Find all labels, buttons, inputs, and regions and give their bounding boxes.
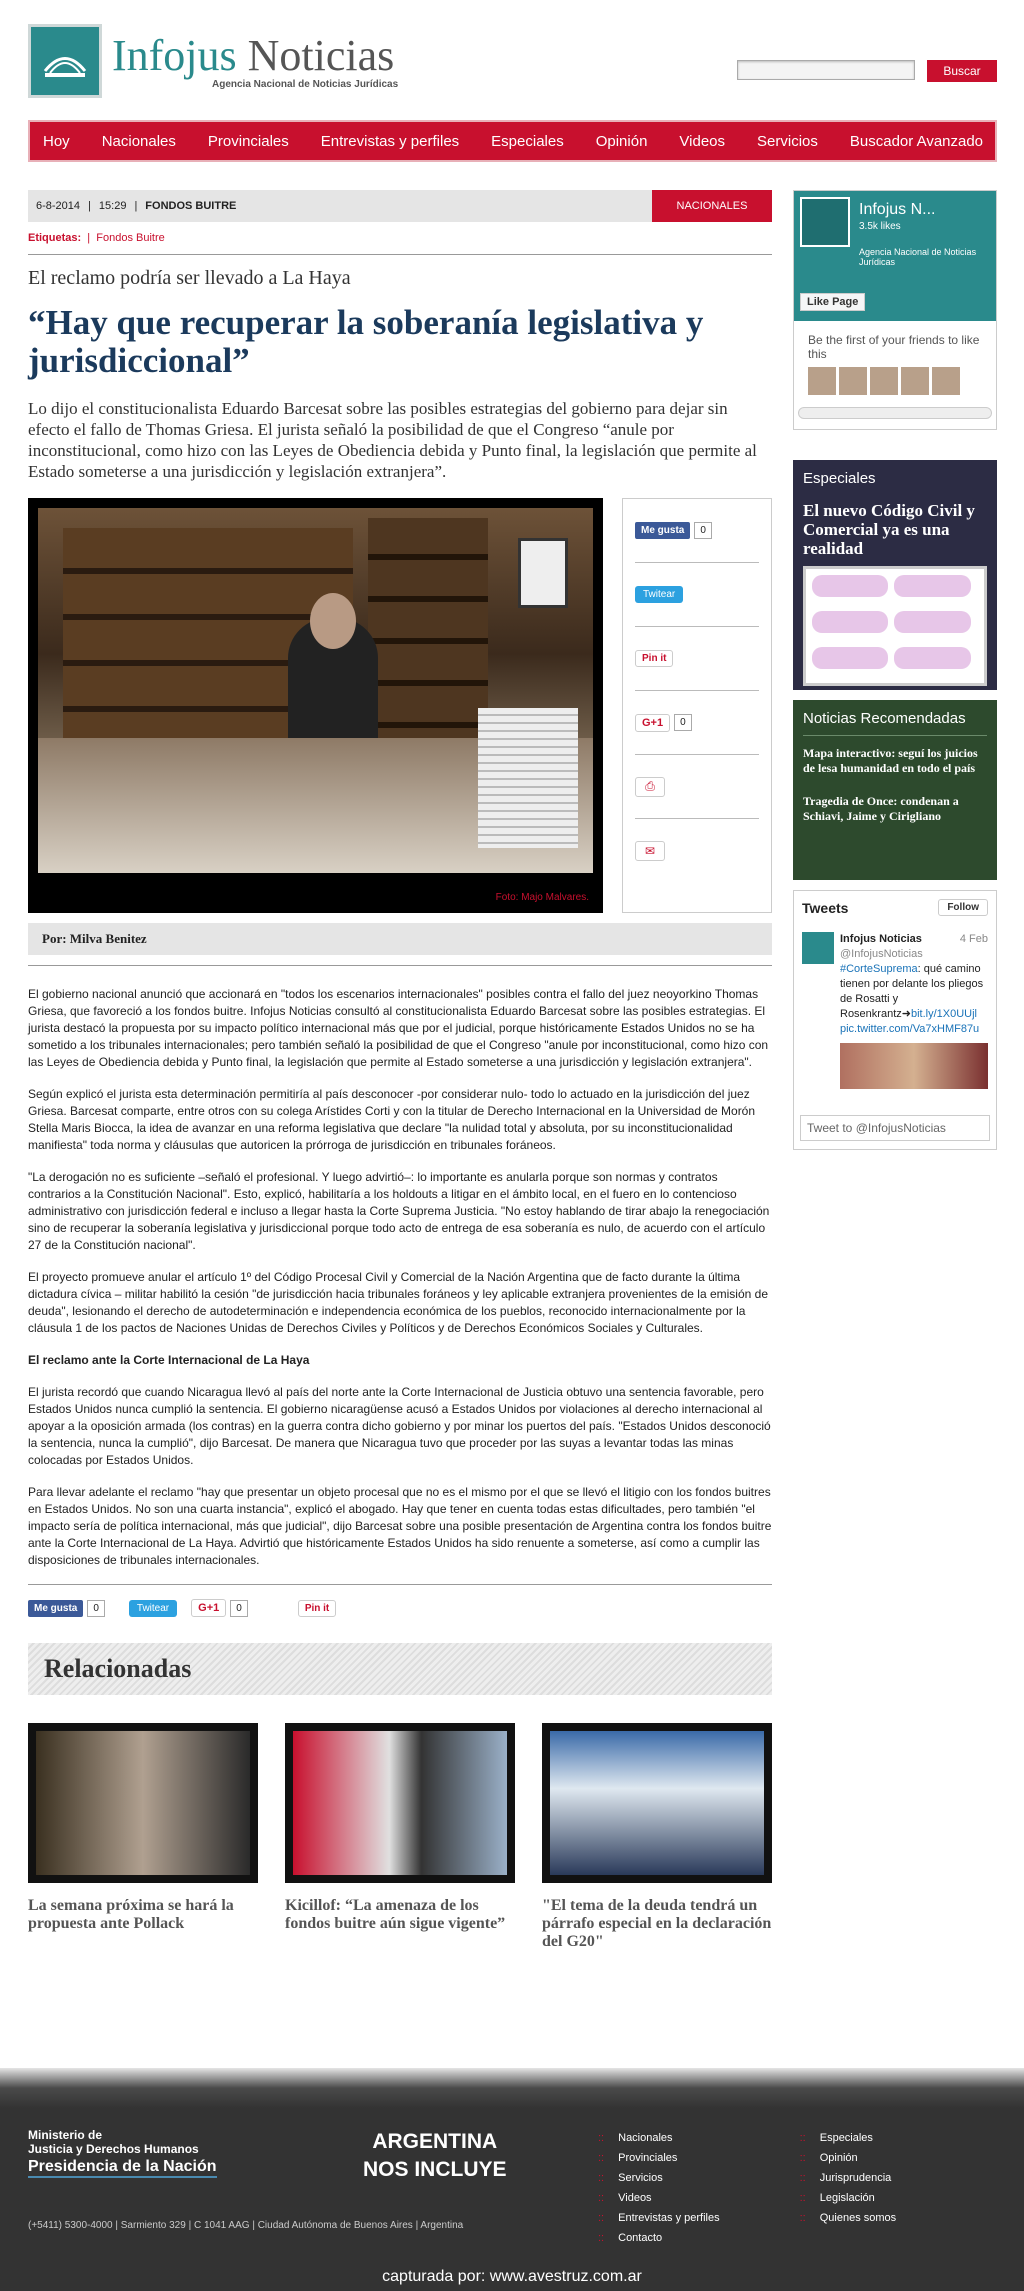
search-button[interactable]: Buscar [927,60,997,82]
tweet-image[interactable] [840,1043,988,1089]
article-photo [28,498,603,913]
brand-subtitle: Agencia Nacional de Noticias Jurídicas [212,78,399,90]
nav-nacionales[interactable]: Nacionales [101,132,176,150]
footer-link[interactable]: :: Nacionales [598,2132,673,2144]
article-section[interactable]: FONDOS BUITRE [145,200,237,212]
especiales-heading: Especiales [803,470,876,487]
fb-faces [794,361,996,401]
category-badge[interactable]: NACIONALES [652,190,772,222]
article-meta: 6-8-2014 | 15:29 | FONDOS BUITRE NACIONALES [28,190,772,222]
presidency-label: Presidencia de la Nación [28,2158,217,2178]
article-date: 6-8-2014 [36,200,81,212]
tweet-pic-link[interactable]: pic.twitter.com/Va7xHMF87u [840,1023,980,1035]
tweet-handle: @InfojusNoticias [840,948,923,960]
especiales-box[interactable] [793,460,997,690]
fb-friends-text: Be the first of your friends to like this [808,333,980,361]
tweet-hashtag[interactable]: #CorteSuprema [840,963,918,975]
tags-label: Etiquetas: [28,232,82,244]
related-heading: Relacionadas [28,1643,772,1695]
pinterest-button[interactable]: Pin it [298,1600,336,1617]
gplus-count: 0 [674,714,692,731]
article-title: “Hay que recuperar la soberanía legislativa y jurisdiccional” [28,303,704,380]
fb-page-subtitle: Agencia Nacional de Noticias Jurídicas [859,247,977,267]
site-header [28,0,997,120]
nav-provinciales[interactable]: Provinciales [207,132,289,150]
book-icon [28,24,102,98]
tags-row: Etiquetas: | Fondos Buitre [28,232,165,244]
footer-link[interactable]: :: Especiales [799,2132,873,2144]
sidebar [793,190,997,1150]
slogan: ARGENTINA NOS INCLUYE [363,2130,507,2181]
tweet-date: 4 Feb [959,933,988,945]
article-author: Por: Milva Benitez [28,923,772,955]
search-form [737,60,997,82]
footer-link[interactable]: :: Quienes somos [799,2212,897,2224]
footer-links [598,2128,976,2248]
tweet-author[interactable]: Infojus Noticias [840,933,922,945]
footer-link[interactable]: :: Entrevistas y perfiles [598,2212,720,2224]
footer-link[interactable]: :: Provinciales [598,2152,678,2164]
footer-link[interactable]: :: Opinión [799,2152,858,2164]
footer-link[interactable]: :: Legislación [799,2192,875,2204]
tweet [802,932,988,1089]
paragraph: El jurista recordó que cuando Nicaragua llevó al país del norte ante la Corte Internacional de Justicia obtuvo una sentencia favorable, pero Estados Unidos nunca cumplió la sentencia. El gobierno nicaragüense acusó a Estados Unidos por violaciones al derecho internacional al apoyar a la oposición armada (los contras) en la guerra contra dicho gobierno y por minar los puertos del país. "Estados Unidos desconoció la sentencia, nunca la cumplió", dijo Barcesat. De manera que Nicaragua tuvo que proceder por las suyas a levantar todas las minas colocadas por Estados Unidos. [28,1385,771,1467]
site-footer [0,2068,1024,2291]
tweet-link[interactable]: bit.ly/1X0UUjl [910,1008,977,1020]
facebook-widget [793,190,997,430]
subheading: El reclamo ante la Corte Internacional de La Haya [28,1353,310,1367]
twitter-button[interactable]: Twitear [635,586,683,603]
article-kicker: El reclamo podría ser llevado a La Haya [28,267,351,289]
tweet-to-input[interactable]: Tweet to @InfojusNoticias [800,1115,990,1141]
email-icon[interactable]: ✉ [635,841,665,861]
nav-opinion[interactable]: Opinión [595,132,648,150]
nav-especiales[interactable]: Especiales [491,132,564,150]
nav-entrevistas[interactable]: Entrevistas y perfiles [320,132,460,150]
related-title[interactable]: "El tema de la deuda tendrá un párrafo especial en la declaración del G20" [542,1897,772,1950]
gplus-button[interactable]: G+1 [191,1599,226,1617]
tweets-heading: Tweets [802,899,849,916]
nav-hoy[interactable]: Hoy [43,132,70,150]
brand-name-b: Noticias [247,30,395,80]
tag-link[interactable]: Fondos Buitre [96,232,165,244]
print-icon[interactable]: ⎙ [635,777,665,797]
gplus-count: 0 [230,1600,248,1617]
scrollbar[interactable] [798,407,992,419]
footer-link[interactable]: :: Jurisprudencia [799,2172,892,2184]
share-panel [622,498,772,913]
search-input[interactable] [737,60,915,80]
avatar[interactable] [802,932,834,964]
related-item[interactable] [28,1723,258,1951]
paragraph: Para llevar adelante el reclamo "hay que presentar un objeto procesal que no es el mismo por el que se llevó el litigio con los fondos buitres en Estados Unidos. No son una cuarta instancia", explicó el abogado. Hay que tener en cuenta todas estas dificultades, pero también "el impacto sería de política internacional, más que judicial", dijo Barcesat sobre una posible presentación de Argentina contra los fondos buitre ante la Corte Internacional de La Haya. Advirtió que históricamente Estados Unidos ha sido renuente a someterse, así como a cumplir las disposiciones de tribunales internacionales. [28,1485,772,1567]
paragraph: "La derogación no es suficiente –señaló el profesional. Y luego advirtió–: lo importante es anularla porque son normas y contratos contrarios a la Constitución Nacional". Esto, explicó, habilitaría a los holdouts a litigar en el ámbito local, en el fuero en lo contencioso administrativo con jurisdicción federal e incluso a llegar hasta la Corte Suprema Justicia. "No estoy hablando de tirar abajo la renegociación sino de recuperar la soberanía legislativa y jurisdiccional porque todo acto de entrega de esa soberanía es nulo, de acuerdo con el artículo 27 de la Constitución nacional". [28,1170,770,1252]
paragraph: El proyecto promueve anular el artículo 1º del Código Procesal Civil y Comercial de la Nación Argentina que de facto durante la última dictadura cívica – militar habilitó la cesión "de jurisdicción hacia tribunales foráneos y ley aplicable extranjera provenientes de la emisión de deuda", lesionando el derecho de autodeterminación e independencia económica de los pueblos, reconocido internacionalmente por la cláusula 1 de los pactos de Naciones Unidas de Derechos Civiles y Políticos y de Derechos Económicos Sociales y Culturales. [28,1270,768,1335]
footer-link[interactable]: :: Videos [598,2192,652,2204]
ministry-label: Ministerio de Justicia y Derechos Humanos [28,2128,199,2156]
twitter-widget [793,890,997,1150]
fb-likes: 3.5k likes [859,221,901,232]
footer-link[interactable]: :: Contacto [598,2232,663,2244]
paragraph: Según explicó el jurista esta determinación permitiría al país desconocer -por considerar nulo- todo lo actuado en la jurisdicción del juez Griesa. Barcesat comparte, entre otros con su colega Arístides Corti y con la titular de Derecho Internacional en la Universidad de Morón Stella Maris Biocca, la idea de avanzar en una reforma legislativa que declare "la nulidad total y absoluta, por su inconstitucionalidad manifiesta" toda norma y cláusulas que autoricen la prórroga de jurisdicción en tribunales foráneos. [28,1087,756,1152]
related-item[interactable] [542,1723,772,1951]
related-thumb[interactable] [285,1723,515,1883]
especiales-image[interactable] [803,566,987,686]
nav-buscador[interactable]: Buscador Avanzado [849,132,984,150]
recommended-item[interactable]: Tragedia de Once: condenan a Schiavi, Jaime y Cirigliano [803,794,959,823]
related-title[interactable]: La semana próxima se hará la propuesta ante Pollack [28,1897,234,1932]
recommended-item[interactable]: Mapa interactivo: seguí los juicios de lesa humanidad en todo el país [803,746,978,775]
like-count: 0 [694,522,712,539]
recommended-box [793,700,997,880]
footer-address: (+5411) 5300-4000 | Sarmiento 329 | C 1041 AAG | Ciudad Autónoma de Buenos Aires | Argentina [28,2220,464,2231]
facebook-like-button[interactable]: Me gusta [28,1600,83,1617]
bottom-share-bar [28,1584,772,1617]
brand-name-a: Infojus [112,30,237,80]
related-list [28,1723,772,1951]
page-avatar-icon[interactable] [800,197,850,247]
divider [28,254,772,255]
related-item[interactable] [285,1723,515,1951]
article-main [28,190,772,1951]
related-thumb[interactable] [28,1723,258,1883]
tweet-text: : qué camino tienen por delante los pliegos de Rosatti y Rosenkrantz➜ [840,963,984,1020]
especiales-title[interactable]: El nuevo Código Civil y Comercial ya es una realidad [803,501,975,558]
footer-link[interactable]: :: Servicios [598,2172,663,2184]
article-time: 15:29 [98,200,127,212]
divider [28,965,772,966]
photo-credit: Foto: Majo Malvares. [495,892,589,903]
follow-button[interactable]: Follow [938,899,988,916]
nav-servicios[interactable]: Servicios [757,132,818,150]
twitter-button[interactable]: Twitear [129,1600,177,1617]
site-logo[interactable] [28,24,398,98]
recommended-heading: Noticias Recomendadas [803,710,987,736]
related-title[interactable]: Kicillof: “La amenaza de los fondos buitre aún sigue vigente” [285,1897,506,1932]
gplus-button[interactable]: G+1 [635,714,670,732]
capture-credit: capturada por: www.avestruz.com.ar [382,2268,642,2285]
like-count: 0 [87,1600,105,1617]
article-lead: Lo dijo el constitucionalista Eduardo Barcesat sobre las posibles estrategias del gobierno para dejar sin efecto el fallo de Thomas Griesa. El jurista señaló la posibilidad de que el Congreso “anule por inconstitucional, como hizo con las Leyes de Obediencia debida y Punto final, la legislación que permite al Estado someterse a una jurisdicción y legislación extranjera”. [28,399,757,481]
related-thumb[interactable] [542,1723,772,1883]
article-body [28,986,772,1569]
main-nav [28,120,997,162]
fb-like-page-button[interactable]: Like Page [800,293,865,311]
nav-videos[interactable]: Videos [679,132,726,150]
paragraph: El gobierno nacional anunció que accionará en "todos los escenarios internacionales" posibles contra el fallo del juez neoyorkino Thomas Griesa, que favoreció a los fondos buitre. Infojus Noticias consultó al constitucionalista Eduardo Barcesat sobre las posibles estrategias. El jurista destacó la propuesta por su impacto político internacional más que por el judicial, porque históricamente Estados Unidos no se ha sometido a los tribunales internacionales; pero también señaló la posibilidad de que el Congreso "anule por inconstitucional, como hizo con las Leyes de Obediencia debida y Punto final, la legislación que permite al Estado someterse a una jurisdicción y legislación extranjera". [28,987,769,1069]
fb-page-title[interactable]: Infojus N... [859,201,936,218]
facebook-like-button[interactable]: Me gusta [635,522,690,539]
pinterest-button[interactable]: Pin it [635,650,673,667]
